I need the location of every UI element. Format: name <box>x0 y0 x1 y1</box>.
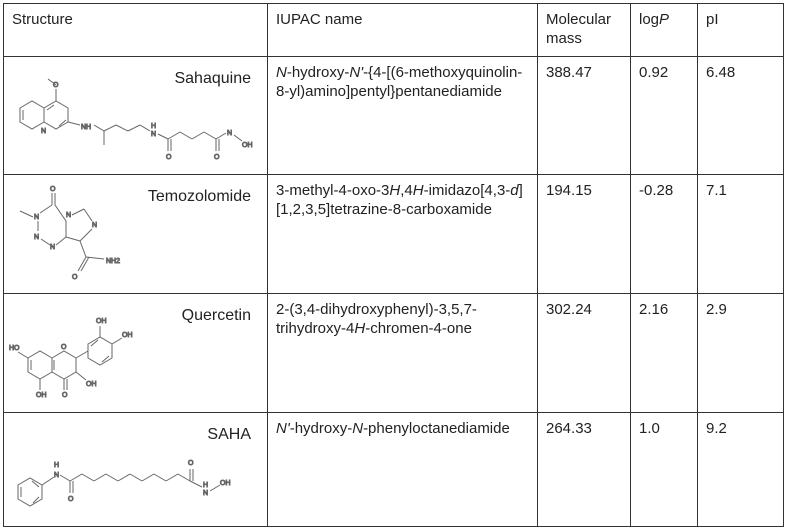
svg-text:O: O <box>50 186 56 193</box>
svg-text:O: O <box>68 496 74 503</box>
mass-cell: 302.24 <box>538 294 631 413</box>
header-pi: pI <box>698 4 784 57</box>
mass-cell: 388.47 <box>538 57 631 175</box>
svg-text:OH: OH <box>122 332 133 339</box>
svg-text:O: O <box>53 82 59 89</box>
logp-cell: 1.0 <box>631 413 698 527</box>
svg-text:N: N <box>54 472 60 479</box>
svg-text:H: H <box>203 482 209 489</box>
compound-name: Sahaquine <box>174 70 251 87</box>
logp-cell: -0.28 <box>631 175 698 294</box>
table-row <box>4 413 784 527</box>
svg-text:NH2: NH2 <box>106 258 121 265</box>
saha-structure-image <box>8 419 258 524</box>
compound-name: SAHA <box>207 426 251 443</box>
svg-text:OH: OH <box>220 480 231 487</box>
compound-name: Temozolomide <box>147 188 251 205</box>
svg-text:N: N <box>151 131 157 138</box>
svg-text:N: N <box>227 130 233 137</box>
iupac-cell: N-hydroxy-N'-{4-[(6-methoxyquinolin-8-yl)amino]pentyl}pentanediamide <box>268 57 538 175</box>
structure-cell <box>4 57 268 175</box>
svg-text:OH: OH <box>242 142 253 149</box>
header-iupac: IUPAC name <box>268 4 538 57</box>
svg-text:O: O <box>61 344 67 351</box>
svg-text:O: O <box>188 460 194 467</box>
temozolomide-structure-image <box>8 181 168 289</box>
svg-text:OH: OH <box>36 392 47 399</box>
compound-table <box>3 3 784 527</box>
iupac-cell: N'-hydroxy-N-phenyloctanediamide <box>268 413 538 527</box>
quercetin-structure-image <box>8 300 178 408</box>
table-row <box>4 57 784 175</box>
compound-name: Quercetin <box>181 307 251 324</box>
svg-text:N: N <box>92 222 98 229</box>
logp-cell: 0.92 <box>631 57 698 175</box>
sahaquine-structure-image <box>8 63 258 168</box>
header-logp: logP <box>631 4 698 57</box>
svg-text:OH: OH <box>96 318 107 325</box>
svg-text:N: N <box>203 490 209 497</box>
structure-cell <box>4 294 268 413</box>
pi-cell: 7.1 <box>698 175 784 294</box>
svg-text:N: N <box>34 234 40 241</box>
svg-text:HO: HO <box>9 345 20 352</box>
header-row <box>4 4 784 57</box>
svg-text:O: O <box>214 154 220 161</box>
pi-cell: 9.2 <box>698 413 784 527</box>
mass-cell: 264.33 <box>538 413 631 527</box>
svg-text:N: N <box>66 212 72 219</box>
pi-cell: 2.9 <box>698 294 784 413</box>
iupac-cell: 3-methyl-4-oxo-3H,4H-imidazo[4,3-d][1,2,3,5]tetrazine-8-carboxamide <box>268 175 538 294</box>
pi-cell: 6.48 <box>698 57 784 175</box>
header-mass: Molecular mass <box>538 4 631 57</box>
structure-cell <box>4 175 268 294</box>
mass-cell: 194.15 <box>538 175 631 294</box>
logp-cell: 2.16 <box>631 294 698 413</box>
svg-text:N: N <box>41 128 47 135</box>
svg-text:O: O <box>72 274 78 281</box>
structure-cell <box>4 413 268 527</box>
svg-text:N: N <box>34 214 40 221</box>
svg-text:H: H <box>151 123 157 130</box>
svg-text:O: O <box>166 154 172 161</box>
svg-text:NH: NH <box>81 124 92 131</box>
iupac-cell: 2-(3,4-dihydroxyphenyl)-3,5,7-trihydroxy-4H-chromen-4-one <box>268 294 538 413</box>
table-row <box>4 294 784 413</box>
header-structure: Structure <box>4 4 268 57</box>
svg-text:H: H <box>54 462 60 469</box>
svg-text:OH: OH <box>86 381 97 388</box>
svg-text:N: N <box>50 244 56 251</box>
table-row <box>4 175 784 294</box>
svg-text:O: O <box>62 392 68 399</box>
